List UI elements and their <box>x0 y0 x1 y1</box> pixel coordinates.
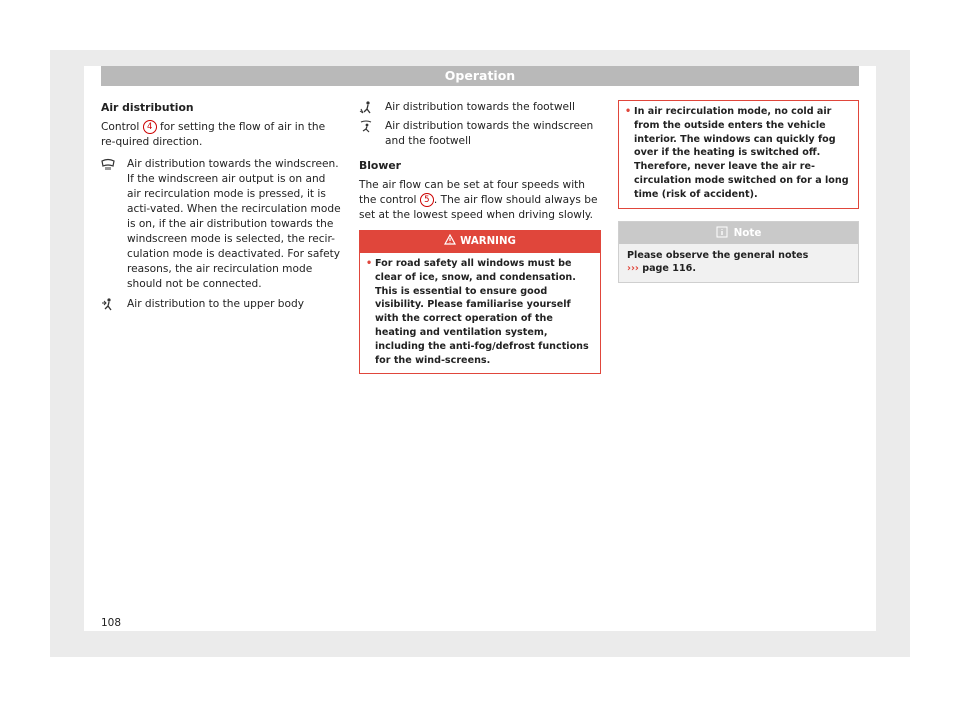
warning-bullet: • In air recirculation mode, no cold air from the outside enters the vehicle interior. The windows can quickly fog over if the heating is switched off. Therefore, never leave the air re-circulation mode switched on for a long time (risk of accident). <box>625 106 849 200</box>
air-distribution-heading: Air distribution <box>101 101 194 114</box>
link-arrow-icon: ››› <box>627 263 639 275</box>
footwell-icon <box>359 101 373 114</box>
air-distribution-intro: Control 4 for setting the flow of air in the re-quired direction. <box>101 121 326 148</box>
column-left <box>101 100 341 317</box>
blower-text: The air flow can be set at four speeds with the control 5 . The air flow should always be set at the lowest speed when driving slowly. <box>359 179 598 221</box>
list-item: Air distribution towards the footwell <box>359 100 601 115</box>
windscreen-footwell-icon <box>359 120 373 133</box>
warning-box <box>359 230 601 374</box>
info-icon <box>716 226 728 238</box>
bullet-icon: • <box>625 106 632 117</box>
bullet-icon: • <box>366 258 373 269</box>
note-title: Note <box>733 226 762 239</box>
warning-body <box>360 253 600 373</box>
warning-continuation-box <box>618 100 859 209</box>
upper-body-icon <box>101 298 115 311</box>
warning-header <box>360 231 600 253</box>
note-box <box>618 221 859 284</box>
warning-icon <box>444 234 456 245</box>
column-right <box>618 100 859 283</box>
list-item: Air distribution towards the windscreen and the footwell <box>359 119 601 149</box>
list-item: Air distribution to the upper body <box>101 297 341 312</box>
note-body: Please observe the general notes ››› page 116. <box>619 244 858 283</box>
warning-title: WARNING <box>460 236 516 247</box>
control-4-marker: 4 <box>143 120 157 134</box>
note-header <box>619 222 858 244</box>
column-middle <box>359 100 601 374</box>
windscreen-icon <box>101 158 115 171</box>
warning-bullet: • For road safety all windows must be clear of ice, snow, and condensation. This is essential to ensure good visibility. Please familiarise yourself with the correct operation of the heating and ventilation system, including the anti-fog/defrost functions for the wind-screens. <box>366 258 589 366</box>
control-5-marker: 5 <box>420 193 434 207</box>
section-header: Operation <box>101 66 859 86</box>
page-number: 108 <box>101 617 122 629</box>
list-item: Air distribution towards the windscreen. If the windscreen air output is on and air recirculation mode is pressed, it is acti-vated. When the recirculation mode is on, if the air distribution towards the windscreen mode is selected, the recir-culation mode is deactivated. For safety reasons, the air recirculation mode should not be connected. <box>101 157 341 292</box>
warning-continuation-body <box>619 101 858 208</box>
page-link[interactable]: page 116 <box>642 263 693 275</box>
blower-heading: Blower <box>359 159 401 172</box>
